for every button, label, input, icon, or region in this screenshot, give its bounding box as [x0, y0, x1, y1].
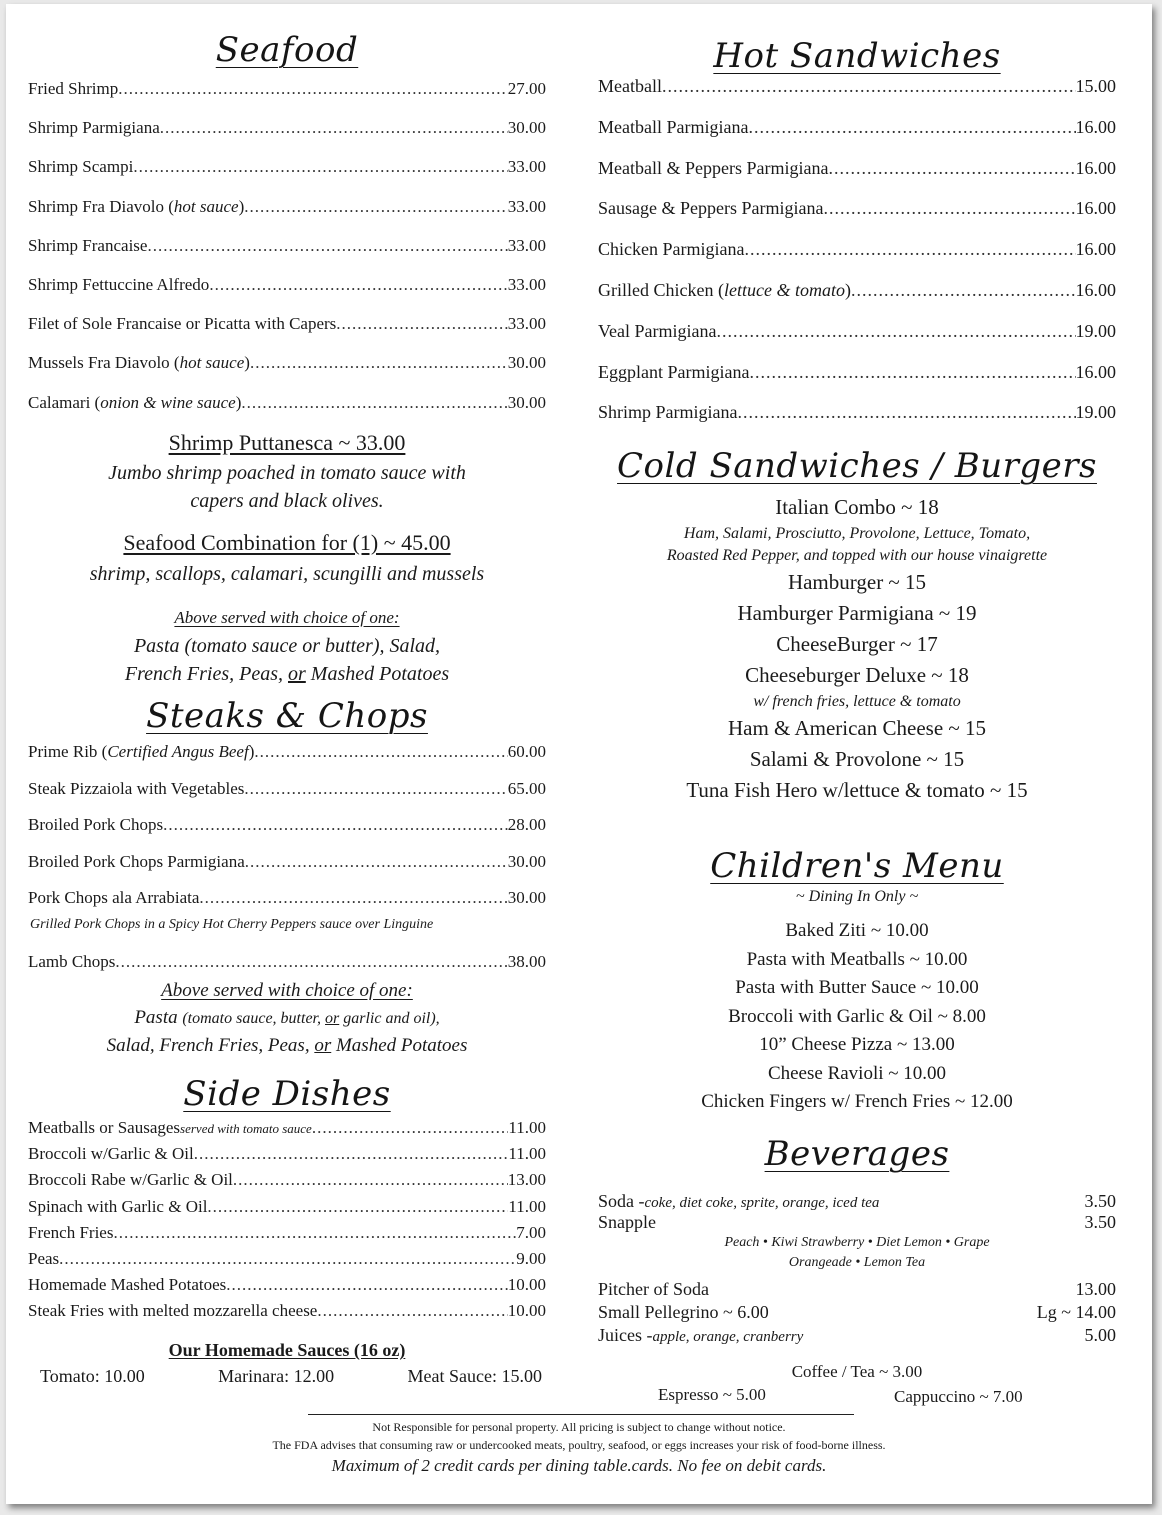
item-name-tail: )	[248, 742, 255, 761]
item-leader	[823, 198, 1075, 219]
item-name: Eggplant Parmigiana	[598, 361, 750, 382]
childrens-menu-item: Pasta with Meatballs ~ 10.00	[746, 948, 968, 970]
item-price: 3.50	[1084, 1191, 1116, 1211]
menu-item	[28, 1118, 546, 1144]
menu-item	[28, 852, 546, 889]
menu-item	[28, 779, 546, 816]
item-name-tail: )	[238, 196, 245, 216]
snapple-flavors-line1: Peach • Kiwi Strawberry • Diet Lemon • Grape	[724, 1235, 990, 1250]
item-leader	[662, 76, 1076, 97]
item-leader	[744, 239, 1075, 260]
salami-provolone: Salami & Provolone ~ 15	[749, 747, 965, 771]
item-price: 28.00	[507, 815, 546, 834]
item-leader	[163, 815, 508, 835]
item-note: coke, diet coke, sprite, orange, iced tea	[644, 1195, 880, 1211]
item-leader	[244, 197, 507, 217]
item-price: 19.00	[1075, 320, 1116, 341]
childrens-menu-list	[598, 917, 1116, 1117]
menu-item	[28, 1170, 546, 1196]
beverage-pellegrino	[598, 1302, 1116, 1323]
item-name: Veal Parmigiana	[598, 320, 717, 341]
options-text: French Fries, Peas,	[124, 663, 288, 685]
hamburger-parmigiana: Hamburger Parmigiana ~ 19	[737, 601, 977, 625]
menu-item	[598, 239, 1116, 280]
menu-item	[598, 362, 1116, 403]
item-leader	[207, 1197, 508, 1217]
item-price: 33.00	[507, 314, 546, 334]
item-name: Sausage & Peppers Parmigiana	[598, 198, 824, 219]
italian-combo-desc2: Roasted Red Pepper, and topped with our house vinaigrette	[666, 547, 1048, 564]
item-leader	[250, 353, 508, 373]
item-name: Grilled Chicken (	[598, 279, 724, 300]
item-name: Meatball & Peppers Parmigiana	[598, 157, 829, 178]
item-leader	[245, 852, 508, 872]
shrimp-puttanesca-desc	[28, 459, 546, 515]
item-note: hot sauce	[179, 353, 245, 373]
options-text: Mashed Potatoes	[305, 663, 450, 685]
menu-item	[28, 1249, 546, 1275]
item-leader	[244, 779, 507, 799]
italian-combo: Italian Combo ~ 18	[775, 495, 939, 519]
menu-item	[598, 321, 1116, 362]
item-price: 38.00	[507, 952, 546, 971]
item-leader	[133, 157, 507, 177]
sauce-marinara: Marinara: 12.00	[218, 1366, 335, 1386]
item-leader	[737, 402, 1075, 423]
seafood-served-options	[28, 632, 546, 688]
options-text: Pasta	[134, 1007, 183, 1028]
item-price: 30.00	[507, 118, 546, 138]
menu-item	[598, 76, 1116, 117]
item-name-tail: )	[235, 392, 242, 412]
ham-american-cheese: Ham & American Cheese ~ 15	[727, 716, 987, 740]
hot-sandwiches-heading: Hot Sandwiches	[713, 36, 1001, 76]
item-price: 5.00	[1084, 1325, 1116, 1345]
item-price: 13.00	[1075, 1279, 1116, 1299]
item-name: Meatball	[598, 76, 662, 96]
childrens-menu-item: Cheese Ravioli ~ 10.00	[767, 1062, 947, 1084]
item-name: Shrimp Francaise	[28, 235, 148, 255]
footer-divider	[308, 1414, 854, 1415]
item-name: Broccoli w/Garlic & Oil	[28, 1144, 194, 1164]
item-name: Broiled Pork Chops Parmigiana	[28, 851, 245, 871]
item-price: 16.00	[1075, 116, 1116, 137]
item-price: 27.00	[507, 79, 546, 98]
menu-item	[28, 393, 546, 432]
item-name: Broiled Pork Chops	[28, 815, 164, 834]
item-price: 9.00	[516, 1248, 546, 1268]
tuna-fish-hero: Tuna Fish Hero w/lettuce & tomato ~ 15	[686, 778, 1028, 802]
item-name: Lamb Chops	[28, 952, 116, 971]
item-name: Meatball Parmigiana	[598, 116, 749, 137]
item-name: Calamari (	[28, 392, 101, 412]
steaks-served-note: Above served with choice of one:	[161, 980, 413, 1001]
menu-page	[6, 4, 1152, 1504]
steaks-served-options	[28, 1004, 546, 1059]
menu-item	[28, 314, 546, 353]
item-name: Snapple	[598, 1212, 656, 1232]
item-name: Juices -	[598, 1325, 653, 1345]
item-price: Lg ~ 14.00	[1036, 1302, 1116, 1322]
item-leader	[336, 314, 507, 334]
menu-item	[28, 197, 546, 236]
item-name: Chicken Parmigiana	[598, 239, 745, 260]
item-price: 16.00	[1075, 157, 1116, 178]
item-price: 16.00	[1075, 279, 1116, 300]
item-note: lettuce & tomato	[723, 279, 845, 300]
item-leader	[113, 1223, 516, 1243]
childrens-menu-heading: Children's Menu	[710, 846, 1004, 886]
beverages-list	[598, 1191, 1116, 1346]
item-name: Homemade Mashed Potatoes	[28, 1275, 227, 1295]
childrens-menu-item: 10” Cheese Pizza ~ 13.00	[759, 1034, 955, 1055]
side-dishes-list	[28, 1118, 546, 1328]
menu-item	[28, 1144, 546, 1170]
options-or: or	[314, 1035, 332, 1056]
item-name: Peas	[28, 1248, 60, 1268]
coffee-tea: Coffee / Tea ~ 3.00	[791, 1362, 923, 1381]
item-name: Broccoli Rabe w/Garlic & Oil	[28, 1170, 233, 1190]
item-price: 30.00	[507, 851, 546, 871]
menu-item	[598, 117, 1116, 158]
item-leader	[147, 236, 507, 256]
childrens-menu-subtitle: ~ Dining In Only ~	[795, 888, 919, 905]
item-price: 11.00	[508, 1144, 546, 1164]
menu-item	[598, 158, 1116, 199]
item-price: 33.00	[507, 235, 546, 255]
item-price: 19.00	[1075, 402, 1116, 423]
menu-item	[28, 1301, 546, 1327]
cold-sandwiches-heading: Cold Sandwiches / Burgers	[617, 446, 1097, 486]
item-leader	[160, 118, 508, 138]
snapple-flavors-line2: Orangeade • Lemon Tea	[788, 1255, 926, 1270]
item-leader	[716, 321, 1075, 342]
item-name: Fried Shrimp	[28, 79, 119, 98]
menu-item	[28, 79, 546, 118]
item-leader	[59, 1249, 516, 1269]
seafood-list	[28, 79, 546, 432]
menu-item	[28, 236, 546, 275]
beverage-pitcher	[598, 1279, 1116, 1300]
footer-credit-card-note: Maximum of 2 credit cards per dining table.cards. No fee on debit cards.	[331, 1456, 827, 1475]
item-note: apple, orange, cranberry	[652, 1329, 804, 1345]
seafood-served-note: Above served with choice of one:	[174, 608, 400, 627]
childrens-menu-item: Broccoli with Garlic & Oil ~ 8.00	[728, 1005, 986, 1027]
item-price: 3.50	[1084, 1212, 1116, 1232]
item-price: 7.00	[516, 1222, 546, 1242]
beverage-juices	[598, 1325, 1116, 1346]
item-name: Mussels Fra Diavolo (	[28, 353, 180, 373]
item-name: Shrimp Parmigiana	[28, 118, 160, 138]
item-note: hot sauce	[173, 196, 239, 216]
steaks-options-line2	[28, 1032, 546, 1059]
item-leader	[115, 952, 507, 972]
item-price: 65.00	[507, 778, 546, 798]
item-note: onion & wine sauce	[100, 392, 236, 412]
item-leader	[851, 280, 1076, 301]
sauce-meat: Meat Sauce: 15.00	[407, 1366, 542, 1386]
menu-item	[28, 1197, 546, 1223]
item-name: Steak Pizzaiola with Vegetables	[28, 778, 245, 798]
item-leader	[199, 888, 507, 908]
menu-item	[28, 1275, 546, 1301]
menu-item	[28, 1223, 546, 1249]
item-leader	[226, 1275, 507, 1295]
cold-sandwiches-list	[598, 492, 1116, 806]
seafood-combination-title: Seafood Combination for (1) ~ 45.00	[123, 530, 451, 555]
steaks-heading: Steaks & Chops	[146, 696, 428, 736]
item-price: 33.00	[507, 157, 546, 177]
item-name: Prime Rib (	[28, 742, 108, 761]
item-price: 30.00	[507, 392, 546, 412]
item-price: 30.00	[507, 353, 546, 373]
item-name: Pork Chops ala Arrabiata	[28, 888, 200, 907]
item-price: 11.00	[508, 1118, 546, 1137]
seafood-options-line2	[28, 660, 546, 688]
steaks-list	[28, 742, 546, 925]
item-leader	[118, 79, 508, 99]
item-name: Meatballs or Sausages	[28, 1118, 181, 1137]
footer-fda-notice: The FDA advises that consuming raw or undercooked meats, poultry, seafood, or eggs increases your risk of food-borne illness.	[272, 1438, 886, 1452]
item-price: 10.00	[507, 1301, 546, 1321]
item-price: 30.00	[507, 888, 546, 907]
menu-item	[28, 952, 546, 972]
options-text: Salad, French Fries, Peas,	[106, 1035, 315, 1056]
item-price: 16.00	[1075, 239, 1116, 260]
espresso: Espresso ~ 5.00	[658, 1385, 766, 1404]
item-name: Pitcher of Soda	[598, 1279, 709, 1299]
options-small: (tomato sauce, butter,	[182, 1010, 325, 1027]
menu-item	[598, 280, 1116, 321]
shrimp-puttanesca-title: Shrimp Puttanesca ~ 33.00	[168, 430, 406, 455]
item-name: French Fries	[28, 1222, 114, 1242]
item-name: Filet of Sole Francaise or Picatta with Capers	[28, 314, 337, 334]
item-leader	[749, 362, 1075, 383]
childrens-menu-item: Pasta with Butter Sauce ~ 10.00	[735, 977, 979, 998]
item-name: Shrimp Fra Diavolo (	[28, 196, 174, 216]
beverage-soda	[598, 1191, 1116, 1212]
seafood-combination-desc: shrimp, scallops, calamari, scungilli and mussels	[89, 563, 485, 585]
footer-disclaimer: Not Responsible for personal property. All pricing is subject to change without notice.	[372, 1420, 786, 1434]
options-or: or	[288, 663, 306, 685]
item-leader	[254, 742, 507, 762]
item-name: Shrimp Fettuccine Alfredo	[28, 274, 210, 294]
puttanesca-desc-line1: Jumbo shrimp poached in tomato sauce with	[108, 462, 466, 484]
item-leader	[241, 393, 507, 413]
beverages-heading: Beverages	[764, 1134, 950, 1174]
sauces-title: Our Homemade Sauces (16 oz)	[168, 1340, 406, 1360]
cheeseburger-deluxe: Cheeseburger Deluxe ~ 18	[745, 663, 969, 687]
item-name: Steak Fries with melted mozzarella cheese	[28, 1301, 318, 1321]
item-name: Shrimp Scampi	[28, 157, 134, 177]
menu-item	[28, 275, 546, 314]
item-price: 16.00	[1075, 198, 1116, 219]
item-name: Shrimp Parmigiana	[598, 402, 738, 423]
cheeseburger: CheeseBurger ~ 17	[776, 632, 938, 656]
options-text: Mashed Potatoes	[331, 1035, 468, 1056]
item-price: 11.00	[508, 1196, 546, 1216]
item-leader	[194, 1144, 509, 1164]
childrens-menu-item: Chicken Fingers w/ French Fries ~ 12.00	[701, 1091, 1013, 1112]
item-price: 16.00	[1075, 361, 1116, 382]
menu-item	[28, 742, 546, 779]
menu-item	[28, 815, 546, 852]
item-note: served with tomato sauce	[180, 1121, 312, 1136]
hamburger: Hamburger ~ 15	[787, 570, 927, 594]
menu-item	[598, 402, 1116, 443]
seafood-options-line1: Pasta (tomato sauce or butter), Salad,	[133, 635, 441, 657]
menu-item	[28, 157, 546, 196]
sauces-row	[28, 1366, 546, 1387]
beverage-snapple	[598, 1212, 1116, 1233]
item-price: 13.00	[507, 1170, 546, 1190]
item-price: 10.00	[507, 1275, 546, 1295]
item-price: 60.00	[507, 742, 546, 761]
cappuccino: Cappuccino ~ 7.00	[894, 1387, 1023, 1406]
menu-item	[598, 198, 1116, 239]
item-leader	[317, 1301, 507, 1321]
item-price: 33.00	[507, 196, 546, 216]
childrens-menu-item: Baked Ziti ~ 10.00	[785, 920, 929, 941]
arrabiata-desc: Grilled Pork Chops in a Spicy Hot Cherry Peppers sauce over Linguine	[30, 917, 434, 932]
item-price: 15.00	[1075, 76, 1116, 96]
sauce-tomato: Tomato: 10.00	[40, 1366, 145, 1386]
options-or: or	[325, 1010, 340, 1027]
item-price: 33.00	[507, 274, 546, 294]
options-small: garlic and oil),	[339, 1010, 440, 1027]
item-note: Certified Angus Beef	[107, 742, 249, 761]
item-leader	[209, 275, 507, 295]
hot-sandwiches-list	[598, 76, 1116, 443]
puttanesca-desc-line2: capers and black olives.	[190, 490, 384, 512]
item-leader	[828, 158, 1075, 179]
item-name: Soda -	[598, 1191, 645, 1211]
item-leader	[233, 1170, 508, 1190]
item-name-tail: )	[844, 279, 851, 300]
steaks-options-line1	[28, 1004, 546, 1032]
side-dishes-heading: Side Dishes	[183, 1074, 391, 1114]
cheeseburger-deluxe-desc: w/ french fries, lettuce & tomato	[753, 693, 961, 710]
item-name: Spinach with Garlic & Oil	[28, 1196, 208, 1216]
menu-item	[28, 353, 546, 392]
item-leader	[312, 1118, 509, 1138]
seafood-heading: Seafood	[215, 30, 359, 70]
menu-item	[28, 118, 546, 157]
item-name: Small Pellegrino ~ 6.00	[598, 1302, 769, 1322]
item-leader	[748, 117, 1075, 138]
item-name-tail: )	[244, 353, 250, 373]
italian-combo-desc1: Ham, Salami, Prosciutto, Provolone, Lettuce, Tomato,	[683, 525, 1031, 542]
